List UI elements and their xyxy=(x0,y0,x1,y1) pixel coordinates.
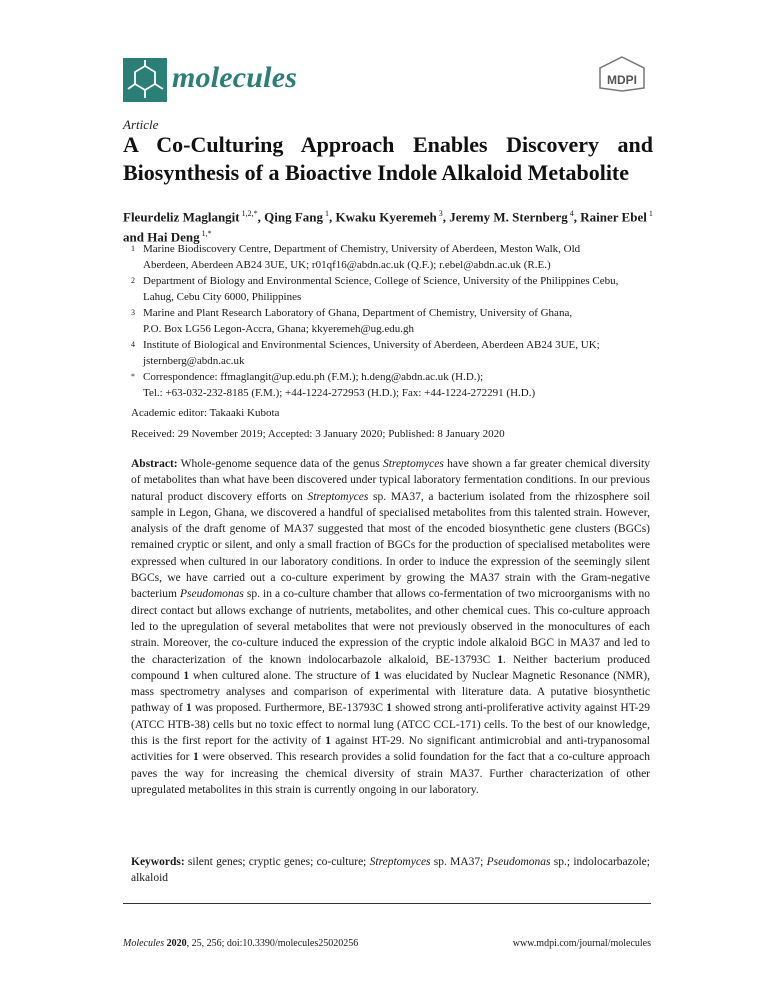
author-affiliation-marker: 3 xyxy=(436,209,443,218)
affiliation-line: Institute of Biological and Environmental Sciences, University of Aberdeen, Aberdeen AB24 3UE, UK; xyxy=(143,339,600,351)
affiliation-item xyxy=(123,337,653,369)
compound-number: 1 xyxy=(386,702,393,715)
text-run: against HT-29. No significant antimicrobial and anti-trypanosomal activities for xyxy=(131,735,650,764)
author-name: Jeremy M. Sternberg xyxy=(449,209,568,225)
author-separator: , xyxy=(442,209,450,225)
affiliation-item xyxy=(123,241,653,273)
text-run: was elucidated by Nuclear Magnetic Resonance (NMR), mass spectrometry analyses and comparison of experimental with literature data. A putative biosynthetic pathway of xyxy=(131,669,650,715)
keywords xyxy=(131,854,650,887)
compound-number: 1 xyxy=(183,669,190,682)
author-affiliation-marker: 1 xyxy=(646,209,653,218)
text-run: sp.; indolocarbazole; alkaloid xyxy=(131,856,650,885)
author-affiliation-marker: 1,* xyxy=(199,229,212,239)
italic-term: Pseudomonas xyxy=(486,856,551,868)
affiliation-line: P.O. Box LG56 Legon-Accra, Ghana; kkyeremeh@ug.edu.gh xyxy=(143,323,415,335)
italic-term: Streptomyces xyxy=(382,458,444,470)
text-run: were observed. This research provides a solid foundation for the fact that a co-culture approach paves the way for increasing the chemical diversity of strain MA37. Further characterization of other upregulated metabolites in this strain is currently ongoing in our laboratory. xyxy=(131,751,650,796)
text-run: . Neither bacterium produced compound xyxy=(131,653,651,682)
keywords-text xyxy=(131,856,650,884)
author-separator: , xyxy=(573,209,581,225)
abstract xyxy=(131,456,650,798)
affiliation-line: Department of Biology and Environmental Science, College of Science, University of the Philippines Cebu, xyxy=(143,275,619,287)
affiliation-item xyxy=(123,273,653,305)
author-separator: , xyxy=(257,209,265,225)
title-line-1: A Co-Culturing Approach Enables Discovery and xyxy=(123,132,653,157)
footer-journal: Molecules xyxy=(123,938,165,949)
italic-term: Streptomyces xyxy=(307,490,369,503)
journal-name: molecules xyxy=(172,61,298,94)
footer-doi: , 25, 256; doi:10.3390/molecules25020256 xyxy=(186,938,359,949)
author-name: Qing Fang xyxy=(264,209,323,225)
affiliation-line: Marine and Plant Research Laboratory of Ghana, Department of Chemistry, University of Ghana, xyxy=(143,307,573,319)
affiliation-item xyxy=(123,369,653,401)
affiliation-line: Marine Biodiscovery Centre, Department of Chemistry, University of Aberdeen, Meston Walk, Old xyxy=(143,243,581,255)
affiliation-number: 1 xyxy=(131,244,135,253)
affiliation-number: * xyxy=(131,372,135,381)
text-run: sp. MA37, a bacterium isolated from the rhizosphere soil sample in Legon, Ghana, we discovered a handful of specialised metabolites from this talented strain. However, analysis of the draft genome of MA37 suggested that most of the encoded biosynthetic gene clusters (BGCs) remained cryptic or silent, and only a small fraction of BGCs for the production of specialised metabolites were expressed when cultured in our laboratory conditions. In order to induce the expression of the seemingly silent BGCs, we have carried out a co-culture experiment by growing the MA37 strain with the Gram-negative bacterium xyxy=(131,490,650,601)
compound-number: 1 xyxy=(497,653,504,666)
author-name: Hai Deng xyxy=(147,229,200,245)
text-run: sp. in a co-culture chamber that allows co-fermentation of two microorganisms with no direct contact but allows exchange of nutrients, metabolites, and other chemical cues. This co-culture approach led to the upregulation of several metabolites that were not previously observed in the monocultures of each strain. Moreover, the co-culture induced the expression of the cryptic indole alkaloid BGC in MA37 and led to the characterization of the known indolocarbazole alkaloid, BE-13793C xyxy=(131,588,650,666)
text-run: when cultured alone. The structure of xyxy=(189,669,375,682)
abstract-label: Abstract: xyxy=(131,458,178,470)
author-name: Fleurdeliz Maglangit xyxy=(123,209,240,225)
affiliation-line: Correspondence: ffmaglangit@up.edu.ph (F.M.); h.deng@abdn.ac.uk (H.D.); xyxy=(143,371,484,383)
text-run: showed strong anti-proliferative activity against HT-29 (ATCC HTB-38) cells but no toxic effect to normal lung (ATCC CCL-171) cells. To the best of our knowledge, this is the first report for the activity of xyxy=(131,702,650,748)
author-name: Rainer Ebel xyxy=(580,209,647,225)
author-affiliation-marker: 4 xyxy=(567,209,574,218)
text-run: Whole-genome sequence data of the genus xyxy=(177,458,383,470)
abstract-text xyxy=(131,458,650,796)
article-type: Article xyxy=(123,117,159,132)
molecules-logo-icon xyxy=(123,58,167,102)
footer-divider xyxy=(123,903,651,904)
affiliation-line: Lahug, Cebu City 6000, Philippines xyxy=(143,291,302,303)
author-affiliation-marker: 1 xyxy=(323,209,329,218)
author-separator: and xyxy=(123,229,148,245)
author-affiliation-marker: 1,2,* xyxy=(239,209,258,218)
footer-url[interactable]: www.mdpi.com/journal/molecules xyxy=(512,938,651,949)
author-list xyxy=(123,205,653,246)
affiliation-number: 2 xyxy=(131,276,135,285)
text-run: sp. MA37; xyxy=(430,856,487,868)
footer-year: 2020 xyxy=(166,938,187,949)
keywords-label: Keywords: xyxy=(131,856,185,868)
text-run: have shown a far greater chemical diversity of metabolites than what have been discovered under typical laboratory fermentation conditions. In our previous natural product discovery efforts on xyxy=(131,458,650,503)
compound-number: 1 xyxy=(186,702,192,715)
compound-number: 1 xyxy=(374,669,380,682)
affiliation-line: Tel.: +63-032-232-8185 (F.M.); +44-1224-272953 (H.D.); Fax: +44-1224-272291 (H.D.) xyxy=(143,387,536,399)
publisher-name: MDPI xyxy=(607,73,637,87)
affiliation-line: Aberdeen, Aberdeen AB24 3UE, UK; r01qf16@abdn.ac.uk (Q.F.); r.ebel@abdn.ac.uk (R.E.) xyxy=(143,259,551,271)
affiliation-line: jsternberg@abdn.ac.uk xyxy=(143,355,245,367)
footer-citation xyxy=(123,938,358,949)
affiliation-item xyxy=(123,305,653,337)
title-line-2: Biosynthesis of a Bioactive Indole Alkaloid Metabolite xyxy=(123,160,630,185)
affiliation-number: 4 xyxy=(131,340,135,349)
compound-number: 1 xyxy=(193,751,199,764)
affiliation-number: 3 xyxy=(131,308,135,317)
academic-editor: Academic editor: Takaaki Kubota xyxy=(131,407,280,419)
text-run: was proposed. Furthermore, BE-13793C xyxy=(191,702,387,715)
text-run: silent genes; cryptic genes; co-culture; xyxy=(184,856,370,868)
italic-term: Streptomyces xyxy=(369,856,431,868)
article-title xyxy=(123,131,653,187)
author-separator: , xyxy=(329,209,336,225)
compound-number: 1 xyxy=(325,735,331,748)
author-name: Kwaku Kyeremeh xyxy=(335,209,437,225)
publication-dates: Received: 29 November 2019; Accepted: 3 January 2020; Published: 8 January 2020 xyxy=(131,428,505,440)
italic-term: Pseudomonas xyxy=(180,588,244,601)
